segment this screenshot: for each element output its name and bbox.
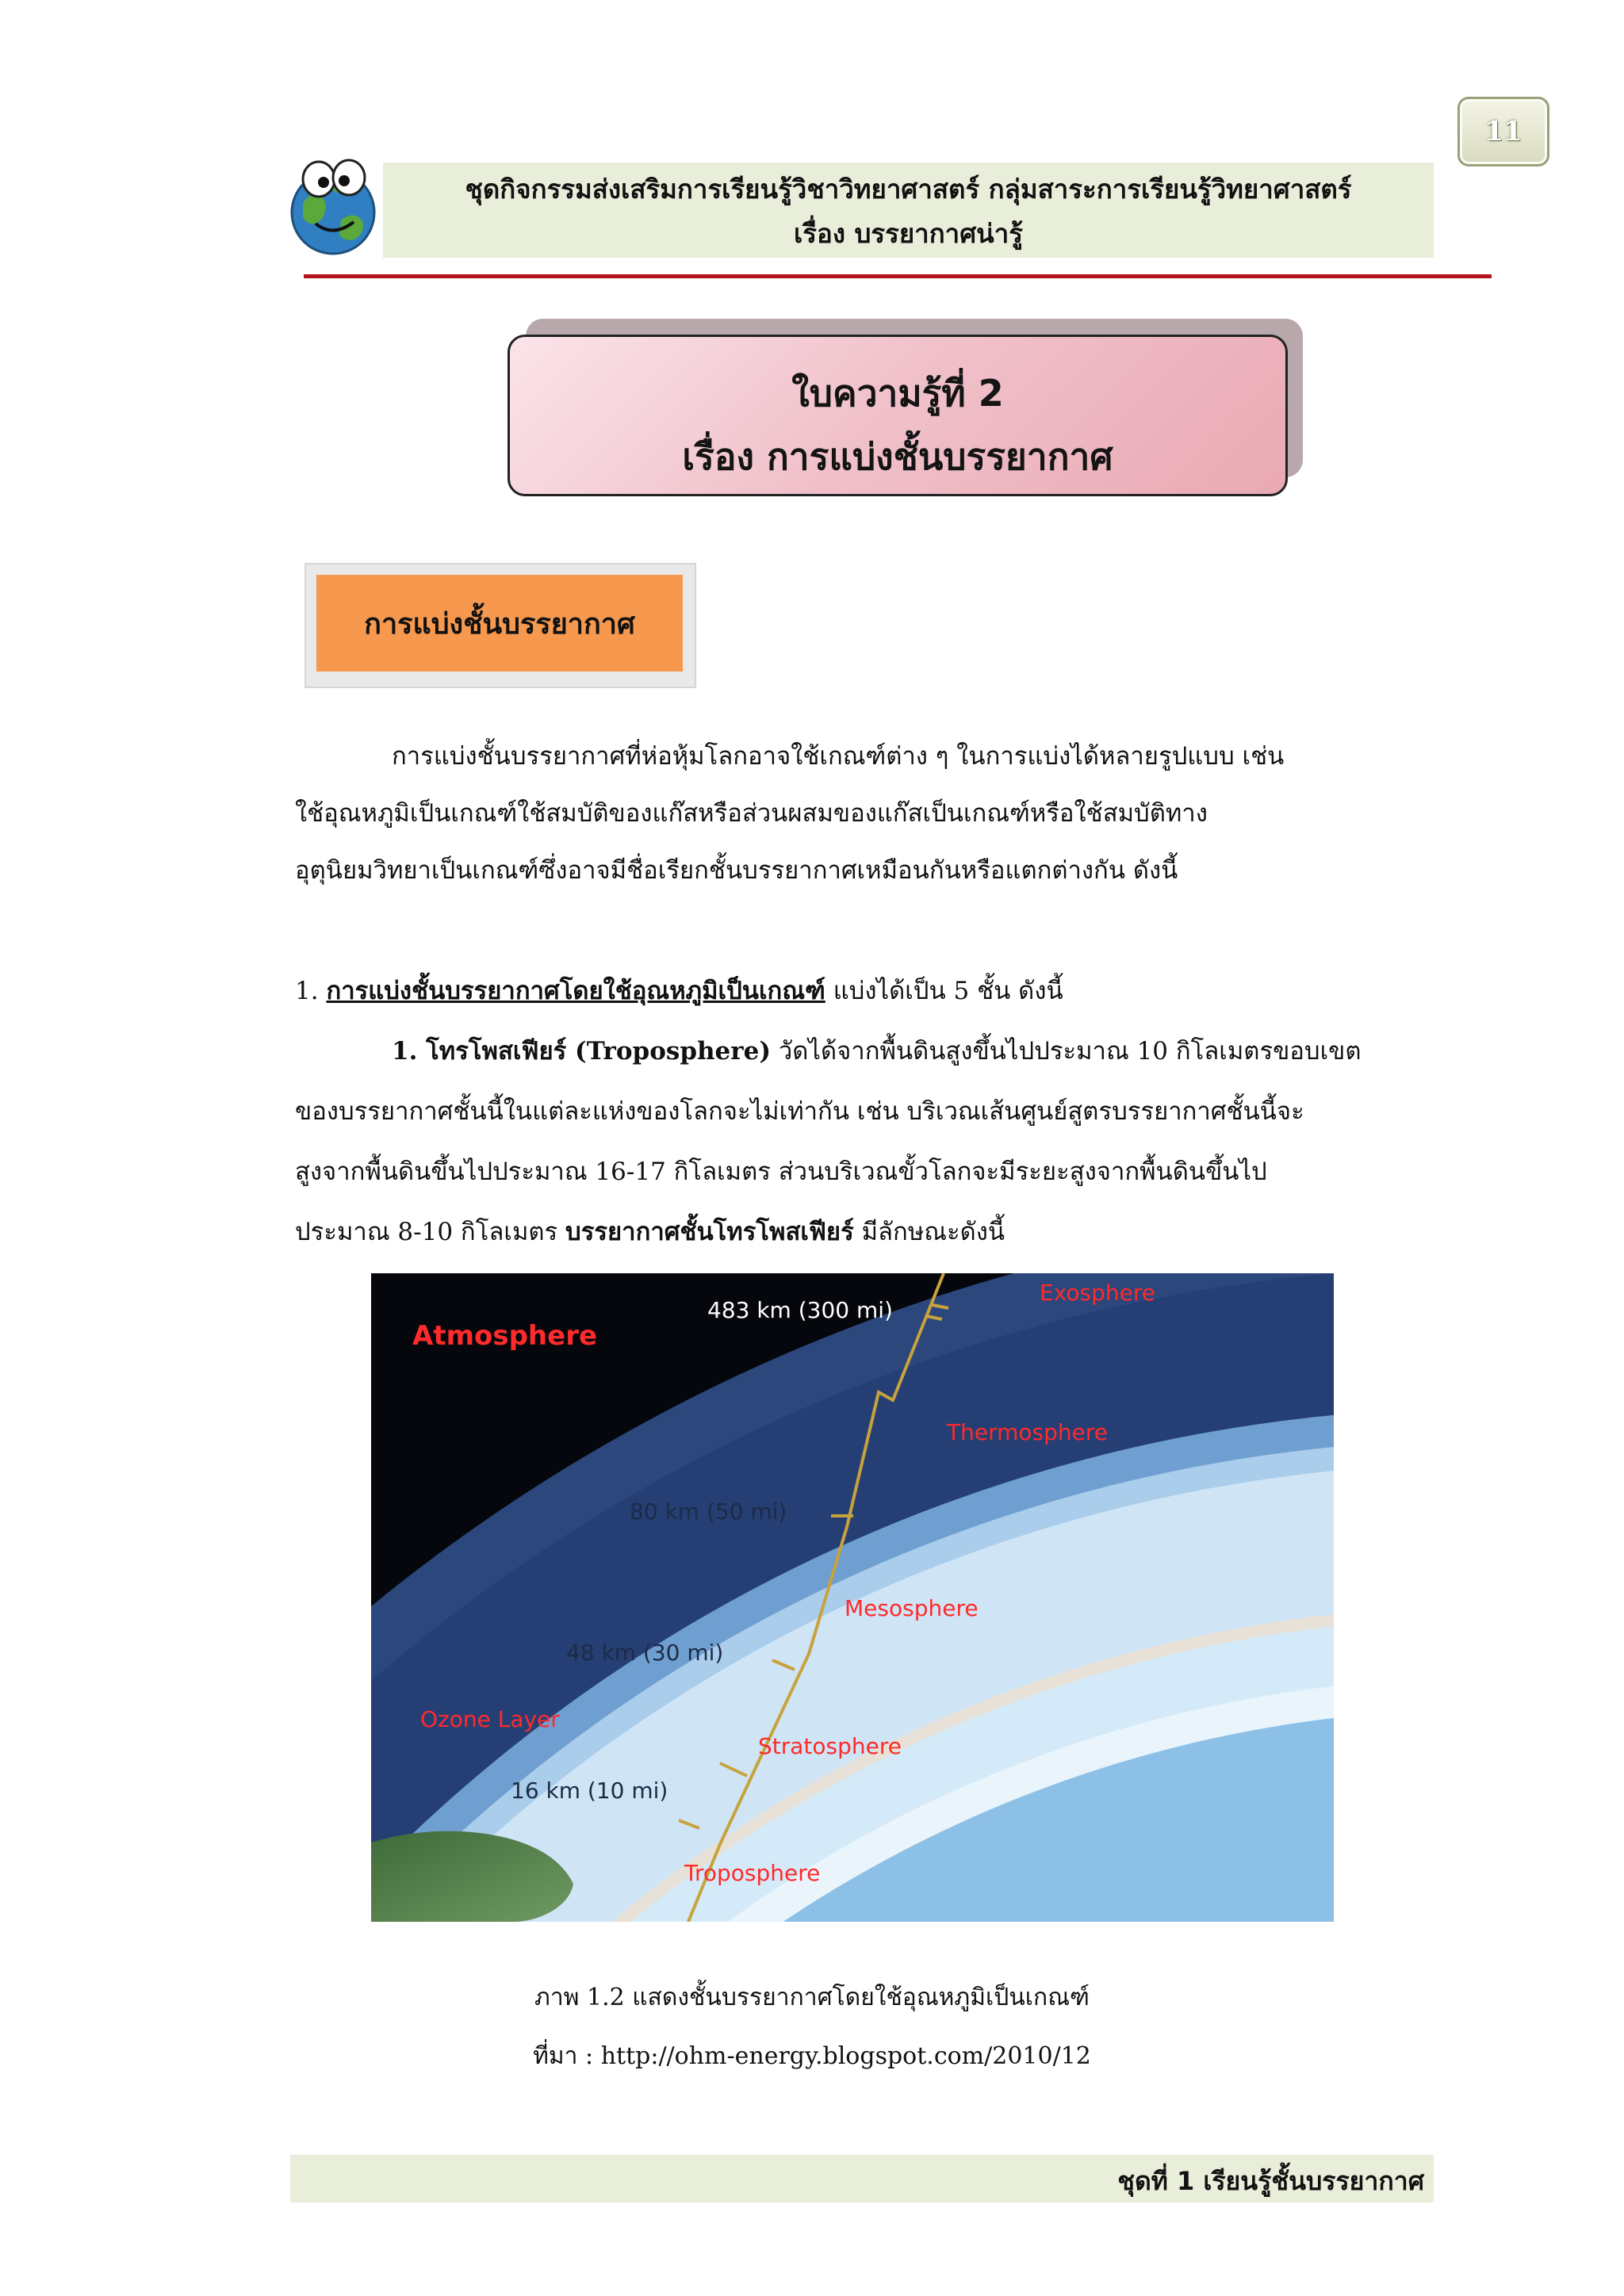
sub-1-line-4 (295, 1202, 1429, 1262)
header-divider (304, 274, 1492, 278)
figure-title: Atmosphere (412, 1320, 598, 1352)
troposphere-heading: 1. โทรโพสเฟียร์ (Troposphere) (392, 1037, 772, 1066)
mesosphere-label: Mesosphere (845, 1595, 979, 1621)
page-number: 11 (1457, 97, 1549, 166)
stratosphere-label: Stratosphere (758, 1733, 902, 1759)
footer-series-label: ชุดที่ 1 เรียนรู้ชั้นบรรยากาศ (1117, 2166, 1424, 2196)
figure-source: ที่มา : http://ohm-energy.blogspot.com/2010/12 (533, 2042, 1091, 2070)
sub-1-line-1 (295, 1021, 1526, 1081)
intro-line-2: ใช้อุณหภูมิเป็นเกณฑ์ใช้สมบัติของแก๊สหรือส่วนผสมของแก๊สเป็นเกณฑ์หรือใช้สมบัติทาง (295, 799, 1208, 828)
exosphere-label: Exosphere (1040, 1280, 1155, 1306)
ozone-layer-label: Ozone Layer (420, 1706, 560, 1732)
sub-1-line-4-bold: บรรยากาศชั้นโทรโพสเฟียร์ (565, 1218, 854, 1246)
atmosphere-layers-figure (371, 1273, 1334, 1922)
sub-1-line-4-end: มีลักษณะดังนี้ (853, 1218, 1005, 1246)
figure-caption: ภาพ 1.2 แสดงชั้นบรรยากาศโดยใช้อุณหภูมิเป็นเกณฑ์ (534, 1984, 1090, 2011)
header-series-title: ชุดกิจกรรมส่งเสริมการเรียนรู้วิชาวิทยาศาสตร์ กลุ่มสาระการเรียนรู้วิทยาศาสตร์ (465, 174, 1352, 205)
sub-1-line-2: ของบรรยากาศชั้นนี้ในแต่ละแห่งของโลกจะไม่เท่ากัน เช่น บริเวณเส้นศูนย์สูตรบรรยากาศชั้นนี้จะ (295, 1097, 1304, 1126)
altitude-16km-label: 16 km (10 mi) (511, 1777, 668, 1804)
section-label: การแบ่งชั้นบรรยากาศ (314, 572, 685, 674)
intro-line-3: อุตุนิยมวิทยาเป็นเกณฑ์ซึ่งอาจมีชื่อเรียกชั้นบรรยากาศเหมือนกันหรือแตกต่างกัน ดังนี้ (295, 856, 1178, 885)
thermosphere-label: Thermosphere (947, 1419, 1108, 1445)
earth-mascot-icon (285, 155, 381, 258)
header-topic: เรื่อง บรรยากาศน่ารู้ (794, 218, 1023, 249)
altitude-48km-label: 48 km (30 mi) (566, 1640, 724, 1666)
sub-1-line-3: สูงจากพื้นดินขึ้นไปประมาณ 16-17 กิโลเมตร ส่วนบริเวณขั้วโลกจะมีระยะสูงจากพื้นดินขึ้นไป (295, 1158, 1267, 1186)
item-1-heading: การแบ่งชั้นบรรยากาศโดยใช้อุณหภูมิเป็นเกณฑ์ (326, 977, 825, 1005)
item-1-heading-line (295, 961, 1429, 1021)
troposphere-label: Troposphere (684, 1860, 821, 1886)
sub-1-line-4-start: ประมาณ 8-10 กิโลเมตร (295, 1218, 566, 1246)
worksheet-number: ใบความรู้ที่ 2 (791, 372, 1004, 415)
worksheet-title: เรื่อง การแบ่งชั้นบรรยากาศ (682, 435, 1113, 478)
item-1-number: 1. (295, 977, 319, 1005)
intro-line-1: การแบ่งชั้นบรรยากาศที่ห่อหุ้มโลกอาจใช้เกณฑ์ต่าง ๆ ในการแบ่งได้หลายรูปแบบ เช่น (392, 742, 1285, 771)
sub-1-line-1-rest: วัดได้จากพื้นดินสูงขึ้นไปประมาณ 10 กิโลเมตรขอบเขต (771, 1037, 1362, 1066)
altitude-483km-label: 483 km (300 mi) (707, 1297, 893, 1323)
altitude-80km-label: 80 km (50 mi) (630, 1498, 787, 1525)
item-1-rest: แบ่งได้เป็น 5 ชั้น ดังนี้ (833, 977, 1063, 1005)
